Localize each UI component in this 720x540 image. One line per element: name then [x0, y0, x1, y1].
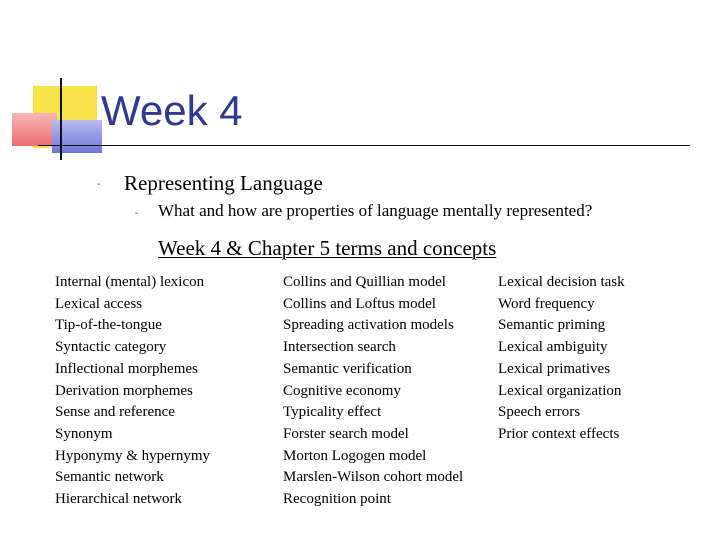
terms-column-3 — [498, 272, 625, 446]
term-item: Word frequency — [498, 295, 595, 312]
term-item: Inflectional morphemes — [55, 360, 198, 377]
terms-heading: Week 4 & Chapter 5 terms and concepts — [158, 236, 497, 260]
term-item: Spreading activation models — [283, 317, 454, 334]
term-item: Internal (mental) lexicon — [55, 274, 205, 290]
term-item: Morton Logogen model — [283, 447, 427, 464]
term-item: Sense and reference — [55, 404, 175, 421]
term-item: Typicality effect — [283, 404, 382, 421]
term-item: Intersection search — [283, 339, 396, 356]
term-item: Collins and Quillian model — [283, 274, 446, 290]
term-item: Lexical organization — [498, 382, 622, 399]
terms-column-2 — [283, 272, 463, 511]
term-item: Recognition point — [283, 491, 391, 508]
sub-bullet-text: What and how are properties of language mentally represented? — [158, 201, 593, 220]
term-item: Cognitive economy — [283, 382, 401, 399]
decor-red-square — [12, 113, 57, 146]
term-item: Syntactic category — [55, 339, 167, 356]
term-item: Lexical ambiguity — [498, 339, 608, 356]
term-item: Hierarchical network — [55, 491, 183, 508]
term-item: Semantic priming — [498, 317, 606, 334]
term-item: Lexical decision task — [498, 274, 625, 290]
term-item: Lexical primatives — [498, 360, 611, 377]
term-item: Synonym — [55, 425, 113, 442]
title-divider-line — [38, 145, 690, 146]
bullet-text: Representing Language — [124, 171, 323, 195]
decor-vertical-line — [60, 78, 62, 160]
term-item: Marslen-Wilson cohort model — [283, 469, 464, 486]
term-item: Collins and Loftus model — [283, 295, 436, 312]
slide-title: Week 4 — [101, 87, 243, 134]
term-item: Lexical access — [55, 295, 143, 312]
bullet-marker: - — [97, 179, 101, 190]
term-item: Semantic verification — [283, 360, 412, 377]
term-item: Forster search model — [283, 425, 409, 442]
term-item: Prior context effects — [498, 425, 620, 442]
sub-bullet-marker: - — [135, 208, 139, 219]
term-item: Derivation morphemes — [55, 382, 193, 399]
term-item: Tip-of-the-tongue — [55, 317, 162, 334]
term-item: Speech errors — [498, 404, 581, 421]
term-item: Hyponymy & hypernymy — [55, 447, 210, 464]
terms-column-1 — [55, 272, 210, 511]
term-item: Semantic network — [55, 469, 164, 486]
